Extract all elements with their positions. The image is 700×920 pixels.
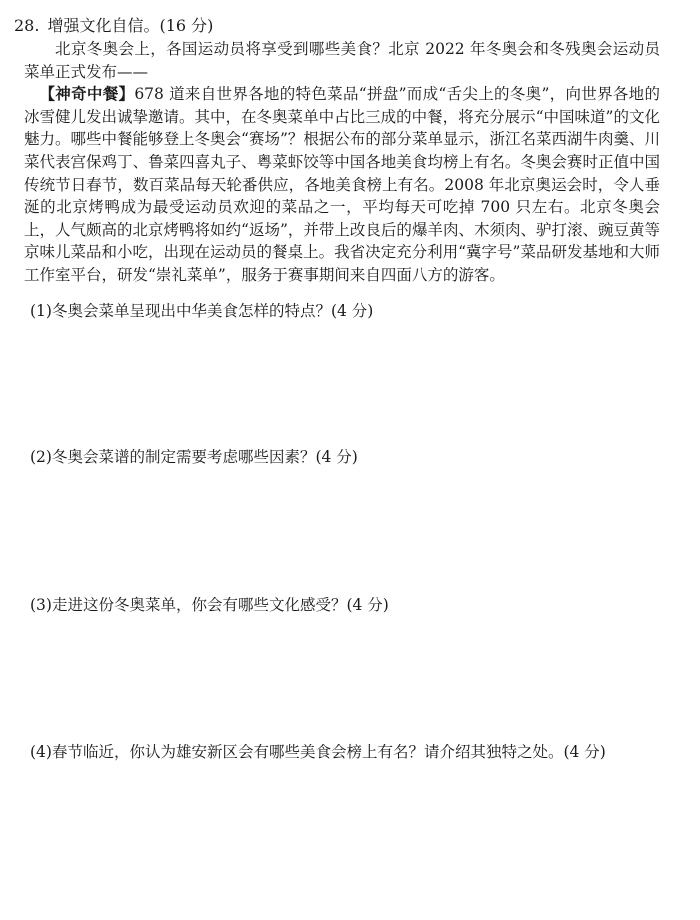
material-tag: 【神奇中餐】 [39, 84, 135, 104]
question-title: 增强文化自信。(16 分) [47, 16, 214, 35]
answer-area-2[interactable] [30, 472, 670, 582]
sub-question-1: (1)冬奥会菜单呈现出中华美食怎样的特点？(4 分) [30, 302, 374, 320]
answer-area-1[interactable] [30, 326, 670, 436]
material-intro: 北京冬奥会上，各国运动员将享受到哪些美食？北京 2022 年冬奥会和冬残奥会运动员菜单正式发布—— [24, 40, 660, 81]
sub-question-4: (4)春节临近，你认为雄安新区会有哪些美食会榜上有名？请介绍其独特之处。(4 分) [30, 743, 606, 761]
question-number: 28. [14, 16, 40, 35]
sub-question-3: (3)走进这份冬奥菜单，你会有哪些文化感受？(4 分) [30, 596, 389, 614]
reading-material [24, 38, 660, 287]
answer-area-4[interactable] [30, 767, 670, 907]
sub-question-2: (2)冬奥会菜谱的制定需要考虑哪些因素？(4 分) [30, 448, 358, 466]
answer-area-3[interactable] [30, 620, 670, 730]
material-paragraph [24, 83, 660, 286]
material-body: 678 道来自世界各地的特色菜品“拼盘”而成“舌尖上的冬奥”，向世界各地的冰雪健儿发出诚挚邀请。其中，在冬奥菜单中占比三成的中餐，将充分展示“中国味道”的文化魅力。哪些中餐能够登上冬奥会“赛场”？根据公布的部分菜单显示，浙江名菜西湖牛肉羹、川菜代表宫保鸡丁、鲁菜四喜丸子、粤菜虾饺等中国各地美食均榜上有名。冬奥会赛时正值中国传统节日春节，数百菜品每天轮番供应，各地美食榜上有名。2008 年北京奥运会时，令人垂涎的北京烤鸭成为最受运动员欢迎的菜品之一，平均每天可吃掉 700 只左右。北京冬奥会上，人气颇高的北京烤鸭将如约“返场”，并带上改良后的爆羊肉、木须肉、驴打滚、豌豆黄等京味儿菜品和小吃，出现在运动员的餐桌上。我省决定充分利用“冀字号”菜品研发基地和大师工作室平台，研发“崇礼菜单”，服务于赛事期间来自四面八方的游客。 [24, 85, 660, 284]
question-header [14, 14, 213, 38]
